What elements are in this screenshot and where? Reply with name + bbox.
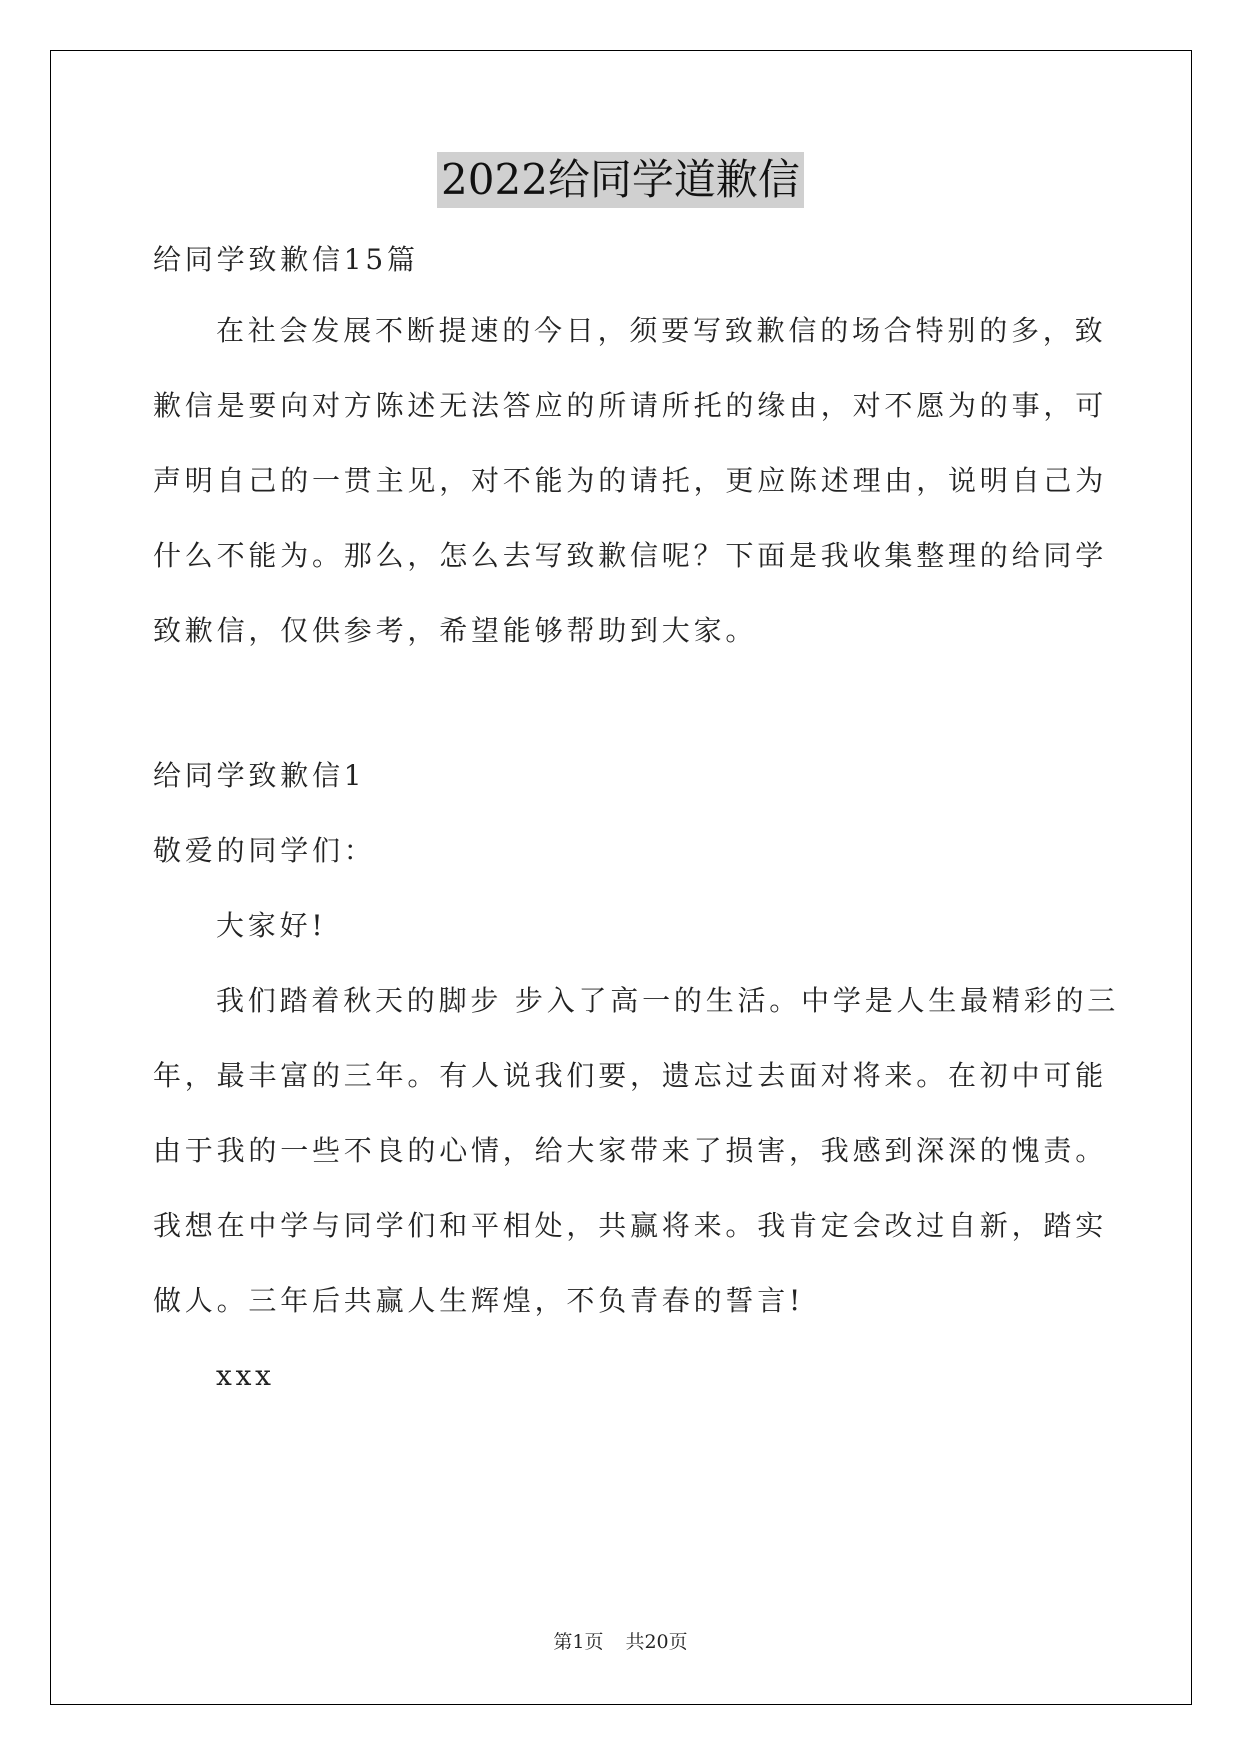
page-number: 第1页 — [553, 1631, 604, 1653]
section-heading: 给同学致歉信1 — [153, 759, 366, 792]
intro-line-5: 致歉信，仅供参考，希望能够帮助到大家。 — [153, 614, 758, 647]
intro-line-2: 歉信是要向对方陈述无法答应的所请所托的缘由，对不愿为的事，可 — [153, 389, 1108, 422]
intro-line-4: 什么不能为。那么，怎么去写致歉信呢？下面是我收集整理的给同学 — [153, 539, 1108, 572]
document-title: 2022给同学道歉信 — [437, 152, 804, 208]
salutation: 敬爱的同学们： — [153, 834, 376, 867]
greeting: 大家好! — [216, 909, 327, 942]
page-border — [50, 50, 1192, 1705]
body-line-2: 年，最丰富的三年。有人说我们要，遗忘过去面对将来。在初中可能 — [153, 1059, 1108, 1092]
body-line-3: 由于我的一些不良的心情，给大家带来了损害，我感到深深的愧责。 — [153, 1134, 1108, 1167]
intro-line-3: 声明自己的一贯主见，对不能为的请托，更应陈述理由，说明自己为 — [153, 464, 1108, 497]
title-container — [0, 152, 1241, 208]
body-line-5: 做人。三年后共赢人生辉煌，不负青春的誓言! — [153, 1284, 805, 1317]
page-total: 共20页 — [625, 1631, 688, 1653]
intro-line-1: 在社会发展不断提速的今日，须要写致歉信的场合特别的多，致 — [216, 314, 1107, 347]
body-line-1: 我们踏着秋天的脚步 步入了高一的生活。中学是人生最精彩的三 — [216, 984, 1120, 1017]
body-line-4: 我想在中学与同学们和平相处，共赢将来。我肯定会改过自新，踏实 — [153, 1209, 1108, 1242]
signature: xxx — [216, 1359, 275, 1392]
page-footer — [0, 1630, 1241, 1654]
document-subtitle: 给同学致歉信15篇 — [153, 243, 419, 276]
